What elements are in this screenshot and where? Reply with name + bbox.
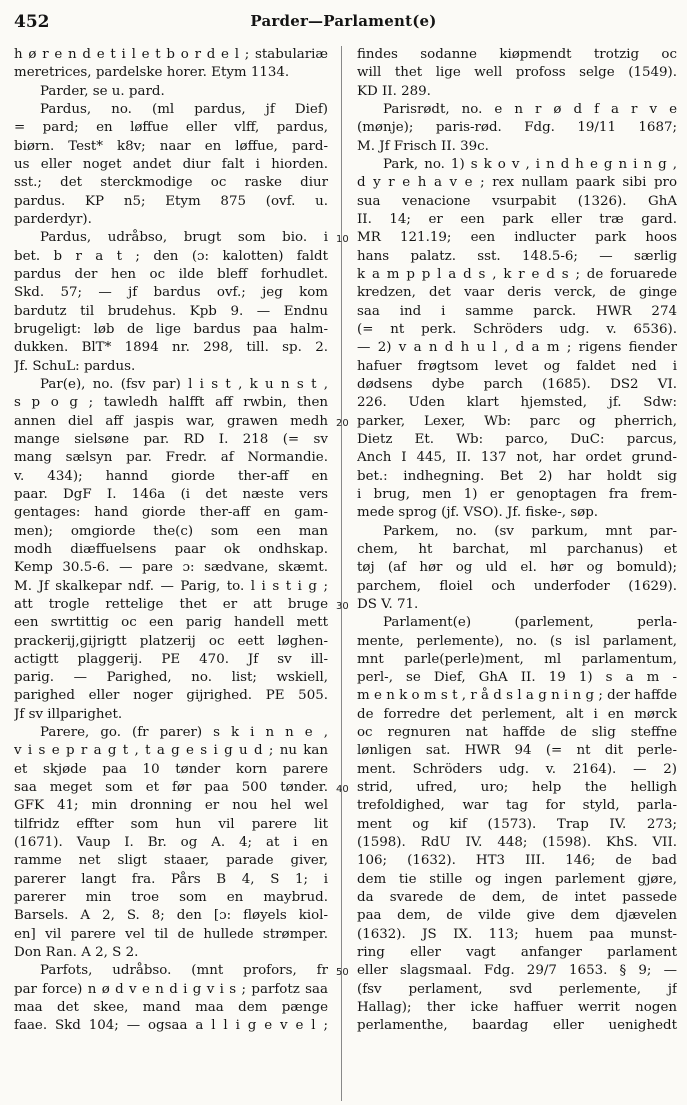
text-line: Parkem, no. (sv parkum, mnt par- (383, 523, 677, 539)
text-line: (1671). Vaup I. Br. og A. 4; at i en (14, 835, 328, 851)
text-line: annen diel aff jaspis war, grawen medh (14, 413, 328, 429)
text-line: k a m p p l a d s , k r e d s ; de foruarede (357, 266, 677, 282)
line-number-40: 40 (336, 784, 349, 795)
text-line: mede sprog (jf. VSO). Jf. fiske-, søp. (357, 505, 599, 521)
text-line: hans palatz. sst. 148.5-6; — særlig (357, 248, 677, 264)
text-line: parchem, floiel och underfoder (1629). (357, 578, 677, 594)
text-line: att trogle rettelige thet er att bruge (14, 596, 328, 612)
line-number-20: 20 (336, 418, 349, 429)
text-line: biørn. Test* k8v; naar en løffue, pard- (14, 138, 328, 154)
text-line: tilfridz effter som hun vil parere lit (14, 816, 328, 832)
text-line: paar. DgF I. 146a (i det næste vers (14, 486, 328, 502)
text-line: s p o g ; tawledh halfft aff rwbin, then (14, 395, 328, 411)
text-line: M. Jf Frisch II. 39c. (357, 138, 489, 154)
text-line: sst.; det sterckmodige oc raske diur (14, 175, 328, 191)
text-line: (fsv perlament, svd perlemente, jf (357, 981, 677, 997)
text-line: M. Jf skalkepar ndf. — Parig, to. l i s t i g ; (14, 578, 328, 594)
text-line: Parisrødt, no. e n r ø d f a r v e (383, 101, 677, 117)
text-line: sua venacione vsurpabit (1326). GhA (357, 193, 677, 209)
text-line: strid, ufred, uro; help the helligh (357, 780, 677, 796)
text-line: pardus der hen oc ilde bleff forhudlet. (14, 266, 328, 282)
text-line: saa ind i samme parck. HWR 274 (357, 303, 677, 319)
text-line: will thet lige well profoss selge (1549). (357, 65, 677, 81)
text-line: trefoldighed, war tag for styld, parla- (357, 798, 677, 814)
text-line: prackerij,gijrigtt platzerij oc eett løghen- (14, 633, 328, 649)
text-line: brugeligt: løb de lige bardus paa halm- (14, 321, 328, 337)
text-line: gentages: hand giorde ther-aff en gam- (14, 505, 328, 521)
text-line: Hallag); ther icke haffuer werrit nogen (357, 1000, 677, 1016)
text-line: eller slagsmaal. Fdg. 29/7 1653. § 9; — (357, 963, 677, 979)
text-line: (1598). RdU IV. 448; (1598). KhS. VII. (357, 835, 677, 851)
text-line: parerer min troe som en maybrud. (14, 890, 328, 906)
text-line: d y r e h a v e ; rex nullam paark sibi pro (357, 175, 677, 191)
text-line: een swrtittig oc een parig handell mett (14, 615, 328, 631)
text-line: actigtt plaggerij. PE 470. Jf sv ill- (14, 651, 328, 667)
text-line: parerer langt fra. Pårs B 4, S 1; i (14, 871, 328, 887)
text-line: dukken. BlT* 1894 nr. 298, till. sp. 2. (14, 340, 328, 356)
text-line: = pard; en løffue eller vlff, pardus, (14, 120, 328, 136)
text-line: Dietz Et. Wb: parco, DuC: parcus, (357, 431, 677, 447)
text-line: Kemp 30.5-6. — pare ɔ: sædvane, skæmt. (14, 560, 328, 576)
text-line: et skjøde paa 10 tønder korn parere (14, 761, 328, 777)
line-number-50: 50 (336, 967, 349, 978)
text-line: parker, Lexer, Wb: parc og pherrich, (357, 413, 677, 429)
text-line: Parfots, udråbso. (mnt profors, fr (40, 963, 328, 979)
text-line: ment. Schröders udg. v. 2164). — 2) (357, 761, 677, 777)
text-line: (= nt perk. Schröders udg. v. 6536). (357, 321, 677, 337)
text-line: KD II. 289. (357, 83, 431, 99)
text-line: parderdyr). (14, 211, 92, 227)
text-line: lønligen sat. HWR 94 (= nt dit perle- (357, 743, 677, 759)
right-column (357, 46, 677, 1101)
text-line: mnt parle(perle)ment, ml parlamentum, (357, 651, 677, 667)
text-line: 226. Uden klart hjemsted, jf. Sdw: (357, 395, 677, 411)
text-line: (1632). JS IX. 113; huem paa munst- (357, 926, 677, 942)
text-line: oc regnuren nat haffde de slig steffne (357, 725, 677, 741)
text-line: paa dem, de vilde give dem djævelen (357, 908, 677, 924)
text-line: DS V. 71. (357, 596, 419, 612)
text-line: dødsens dybe parch (1685). DS2 VI. (357, 376, 677, 392)
text-line: ring eller vagt anfanger parlament (357, 945, 677, 961)
text-line: da svarede de dem, de intet passede (357, 890, 677, 906)
text-line: bet. b r a t ; den (ɔ: kalotten) faldt (14, 248, 328, 264)
text-line: Parder, se u. pard. (40, 83, 165, 99)
text-line: Pardus, no. (ml pardus, jf Dief) (40, 101, 328, 117)
text-line: Park, no. 1) s k o v , i n d h e g n i n g , (383, 156, 677, 172)
text-line: Jf. SchuL: pardus. (14, 358, 136, 374)
text-line: par force) n ø d v e n d i g v i s ; parfotz saa (14, 981, 328, 997)
text-line: Barsels. A 2, S. 8; den [ɔ: fløyels kiol- (14, 908, 328, 924)
text-line: Par(e), no. (fsv par) l i s t , k u n s t , (40, 376, 328, 392)
text-line: en] vil parere vel til de hullede strømper. (14, 926, 328, 942)
text-line: mente, perlemente), no. (s isl parlament, (357, 633, 677, 649)
text-line: mange sielsøne par. RD I. 218 (= sv (14, 431, 328, 447)
text-line: men); omgiorde the(c) som een man (14, 523, 328, 539)
text-line: bet.: indhegning. Bet 2) har holdt sig (357, 468, 677, 484)
text-line: findes sodanne kiøpmendt trotzig oc (357, 47, 677, 62)
text-line: hafuer frøgtsom levet og faldet ned i (357, 358, 677, 374)
left-column (14, 46, 328, 1101)
text-line: faae. Skd 104; — ogsaa a l l i g e v e l ; (14, 1018, 328, 1034)
text-line: dem tie stille og ingen parlement gjøre, (357, 871, 677, 887)
text-line: GFK 41; min dronning er nou hel wel (14, 798, 328, 814)
text-line: Anch I 445, II. 137 not, har ordet grund- (357, 450, 677, 466)
text-line: m e n k o m s t , r å d s l a g n i n g ; der haffde (357, 688, 677, 704)
text-line: Parere, go. (fr parer) s k i n n e , (40, 725, 328, 741)
text-line: maa det skee, mand maa dem pænge (14, 1000, 328, 1016)
text-line: Jf sv illparighet. (14, 706, 123, 722)
text-line: meretrices, pardelske horer. Etym 1134. (14, 65, 290, 81)
text-line: saa meget som et før paa 500 tønder. (14, 780, 328, 796)
text-line: h ø r e n d e t i l e t b o r d e l ; stabulariæ (14, 47, 328, 62)
running-head: Parder—Parlament(e) (250, 12, 437, 30)
text-line: bardutz til brudehus. Kpb 9. — Endnu (14, 303, 328, 319)
text-line: ramme net sligt staaer, parade giver, (14, 853, 328, 869)
text-line: Don Ran. A 2, S 2. (14, 945, 139, 961)
page-number: 452 (14, 12, 50, 32)
text-line: parighed eller noger gijrighed. PE 505. (14, 688, 328, 704)
text-line: perlamenthe, baardag eller uenighedt (357, 1018, 677, 1034)
text-line: de forredre det perlement, alt i en mørck (357, 706, 677, 722)
line-number-10: 10 (336, 234, 349, 245)
text-line: us eller noget andet diur falt i hiorden. (14, 156, 328, 172)
text-line: i brug, men 1) er genoptagen fra frem- (357, 486, 677, 502)
text-line: MR 121.19; een indlucter park hoos (357, 230, 677, 246)
text-line: (mønje); paris-rød. Fdg. 19/11 1687; (357, 120, 677, 136)
line-number-30: 30 (336, 601, 349, 612)
text-line: II. 14; er een park eller træ gard. (357, 211, 677, 227)
text-line: modh diæffuelsens paar ok ondhskap. (14, 541, 328, 557)
text-line: pardus. KP n5; Etym 875 (ovf. u. (14, 193, 328, 209)
text-line: Skd. 57; — jf bardus ovf.; jeg kom (14, 285, 328, 301)
text-line: v. 434); hannd giorde ther-aff en (14, 468, 328, 484)
text-line: ment og kif (1573). Trap IV. 273; (357, 816, 677, 832)
column-divider (341, 46, 342, 1101)
text-line: chem, ht barchat, ml parchanus) et (357, 541, 677, 557)
text-line: parig. — Parighed, no. list; wskiell, (14, 670, 328, 686)
text-line: v i s e p r a g t , t a g e s i g u d ; nu kan (14, 743, 328, 759)
text-line: kredzen, det vaar deris verck, de ginge (357, 285, 677, 301)
text-line: tøj (af hør og uld el. hør og bomuld); (357, 560, 677, 576)
text-line: perl-, se Dief, GhA II. 19 1) s a m - (357, 670, 677, 686)
text-line: — 2) v a n d h u l , d a m ; rigens fiender (357, 340, 677, 356)
text-line: mang sælsyn par. Fredr. af Normandie. (14, 450, 328, 466)
text-line: 106; (1632). HT3 III. 146; de bad (357, 853, 677, 869)
text-line: Parlament(e) (parlement, perla- (383, 615, 677, 631)
text-line: Pardus, udråbso, brugt som bio. i (40, 230, 328, 246)
